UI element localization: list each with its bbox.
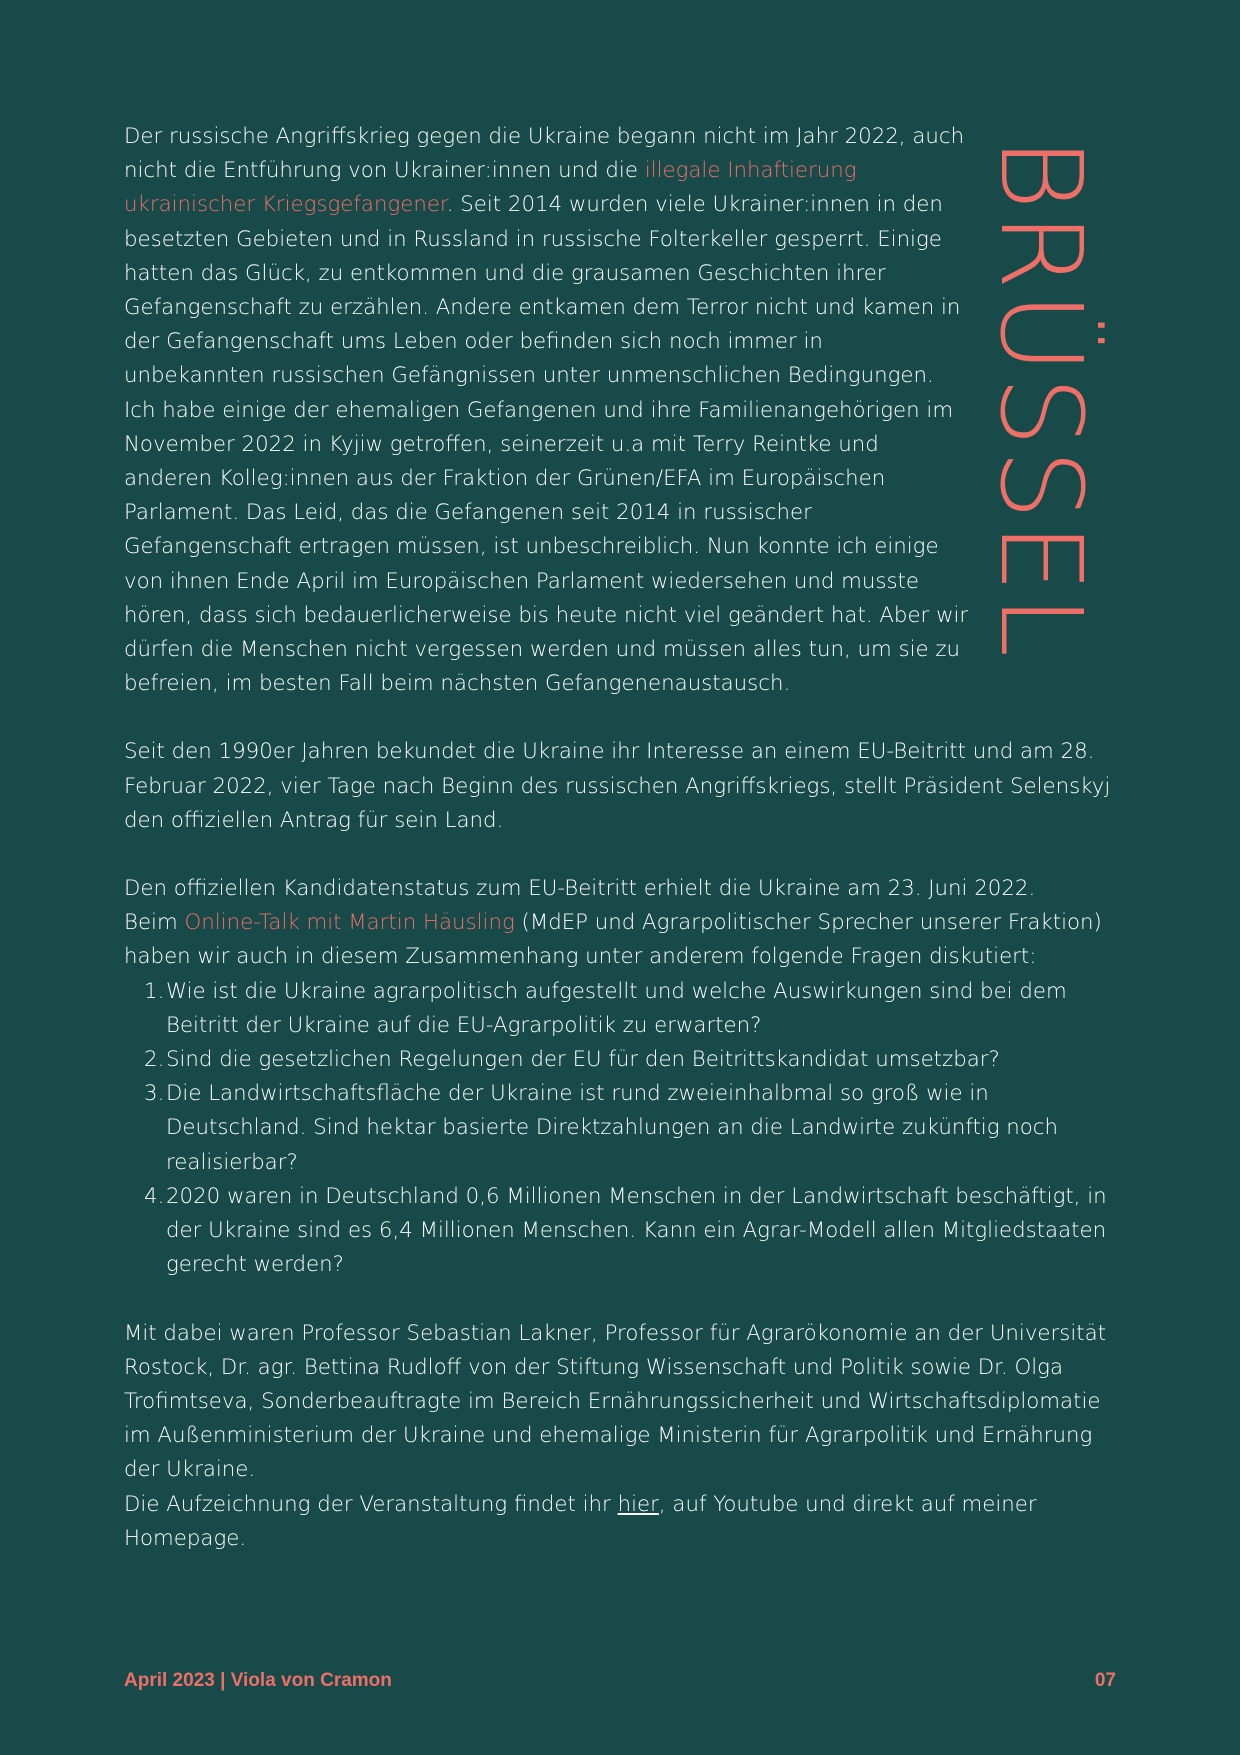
questions-list	[124, 975, 1114, 1283]
footer-date-author: April 2023 | Viola von Cramon	[124, 1670, 392, 1691]
spacer	[124, 838, 1114, 872]
prisoners-link[interactable]: illegale Inhaftierung ukrainischer Kriegsgefangener	[124, 158, 857, 218]
online-talk-paragraph	[124, 906, 1114, 974]
recording-link[interactable]: hier	[617, 1491, 659, 1517]
page-footer	[124, 1670, 1116, 1692]
intro-paragraph	[124, 120, 969, 394]
recording-text-end: , auf Youtube und direkt auf meiner Homepage.	[124, 1491, 1037, 1551]
online-talk-text-start: Beim	[124, 910, 185, 936]
intro-section	[124, 120, 969, 701]
candidate-status-line: Den offiziellen Kandidatenstatus zum EU-Beitritt erhielt die Ukraine am 23. Juni 2022.	[124, 876, 1036, 902]
list-item: 2020 waren in Deutschland 0,6 Millionen Menschen in der Landwirtschaft beschäftigt, in der Ukraine sind es 6,4 Millionen Menschen. Kann ein Agrar-Modell allen Mitgliedstaaten gerecht werden?	[166, 1183, 1107, 1278]
spacer	[124, 1283, 1114, 1317]
list-item: Wie ist die Ukraine agrarpolitisch aufgestellt und welche Auswirkungen sind bei dem Beitritt der Ukraine auf die EU-Agrarpolitik zu erwarten?	[166, 978, 1067, 1038]
main-content	[124, 120, 1114, 1556]
kyjiw-paragraph: Ich habe einige der ehemaligen Gefangenen und ihre Familienangehörigen im November 2022 in Kyjiw getroffen, seinerzeit u.a mit Terry Reintke und anderen Kolleg:innen aus der Fraktion der Grünen/EFA im Europäischen Parlament. Das Leid, das die Gefangenen seit 2014 in russischer Gefangenschaft ertragen müssen, ist unbeschreiblich. Nun konnte ich einige von ihnen Ende April im Europäischen Parlament wiedersehen und musste hören, dass sich bedauerlicherweise bis heute nicht viel geändert hat. Aber wir dürfen die Menschen nicht vergessen werden und müssen alles tun, um sie zu befreien, im besten Fall beim nächsten Gefangenenaustausch.	[124, 397, 969, 697]
list-item: Die Landwirtschaftsfläche der Ukraine ist rund zweieinhalbmal so groß wie in Deutschland. Sind hektar basierte Direktzahlungen an die Landwirte zukünftig noch realisierbar?	[166, 1081, 1058, 1175]
recording-paragraph	[124, 1488, 1114, 1556]
page-number: 07	[1094, 1670, 1116, 1691]
online-talk-link[interactable]: Online-Talk mit Martin Häusling	[184, 910, 515, 936]
list-item: Sind die gesetzlichen Regelungen der EU für den Beitrittskandidat umsetzbar?	[166, 1047, 1000, 1073]
spacer	[124, 701, 1114, 735]
recording-text-start: Die Aufzeichnung der Veranstaltung findet ihr	[124, 1491, 618, 1517]
eu-accession-paragraph: Seit den 1990er Jahren bekundet die Ukraine ihr Interesse an einem EU-Beitritt und am 28. Februar 2022, vier Tage nach Beginn des russischen Angriffskriegs, stellt Präsident Selenskyj den offiziellen Antrag für sein Land.	[124, 739, 1111, 833]
online-talk-text-end: (MdEP und Agrarpolitischer Sprecher unserer Fraktion) haben wir auch in diesem Zusammenhang unter anderem folgende Fragen diskutiert:	[124, 910, 1102, 970]
intro-text-start: Der russische Angriffskrieg gegen die Ukraine begann nicht im Jahr 2022, auch nicht die Entführung von Ukrainer:innen und die	[124, 124, 965, 184]
intro-text-end: . Seit 2014 wurden viele Ukrainer:innen in den besetzten Gebieten und in Russland in russische Folterkeller gesperrt. Einige hatten das Glück, zu entkommen und die grausamen Geschichten ihrer Gefangenschaft zu erzählen. Andere entkamen dem Terror nicht und kamen in der Gefangenschaft ums Leben oder befinden sich noch immer in unbekannten russischen Gefängnissen unter unmenschlichen Bedingungen.	[124, 192, 961, 389]
section-title-text: BRÜSSEL	[975, 136, 1106, 660]
participants-paragraph: Mit dabei waren Professor Sebastian Lakner, Professor für Agrarökonomie an der Universität Rostock, Dr. agr. Bettina Rudloff von der Stiftung Wissenschaft und Politik sowie Dr. Olga Trofimtseva, Sonderbeauftragte im Bereich Ernährungssicherheit und Wirtschaftsdiplomatie im Außenministerium der Ukraine und ehemalige Ministerin für Agrarpolitik und Ernährung der Ukraine.	[124, 1320, 1107, 1483]
